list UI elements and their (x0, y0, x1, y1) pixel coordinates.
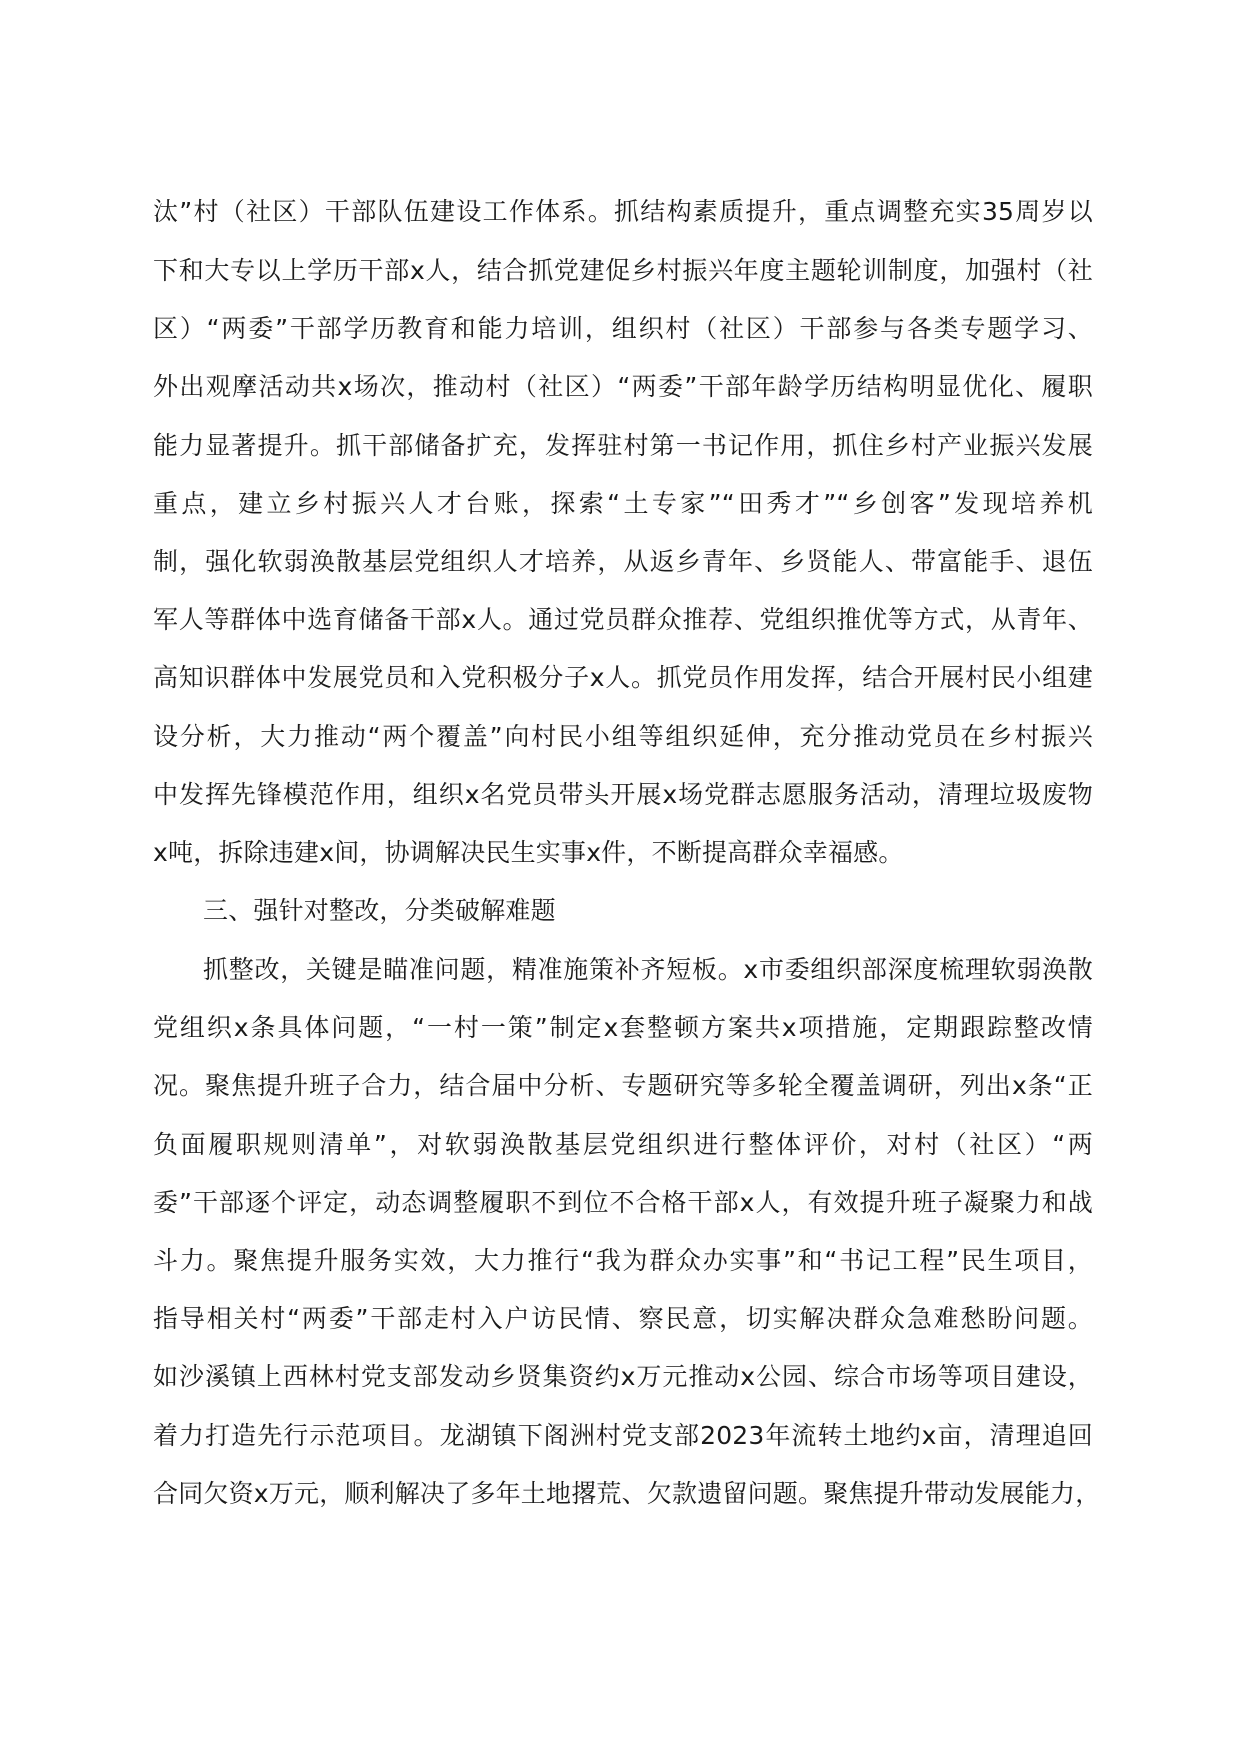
body-text-line: 如沙溪镇上西林村党支部发动乡贤集资约x万元推动x公园、综合市场等项目建设， (153, 1362, 1093, 1391)
body-text-line: 况。聚焦提升班子合力，结合届中分析、专题研究等多轮全覆盖调研，列出x条“正 (153, 1071, 1093, 1100)
body-text-line: 能力显著提升。抓干部储备扩充，发挥驻村第一书记作用，抓住乡村产业振兴发展 (153, 431, 1093, 460)
body-text-line: 负面履职规则清单”，对软弱涣散基层党组织进行整体评价，对村（社区）“两 (153, 1130, 1094, 1159)
body-text-line: 斗力。聚焦提升服务实效，大力推行“我为群众办实事”和“书记工程”民生项目， (153, 1246, 1093, 1275)
body-text-line: 制，强化软弱涣散基层党组织人才培养，从返乡青年、乡贤能人、带富能手、退伍 (153, 547, 1093, 576)
body-text-line: 着力打造先行示范项目。龙湖镇下阁洲村党支部2023年流转土地约x亩，清理追回 (153, 1421, 1093, 1450)
body-text-line: 汰”村（社区）干部队伍建设工作体系。抓结构素质提升，重点调整充实35周岁以 (153, 197, 1093, 226)
body-text-line: 重点，建立乡村振兴人才台账，探索“土专家”“田秀才”“乡创客”发现培养机 (153, 489, 1093, 518)
body-text-line: 指导相关村“两委”干部走村入户访民情、察民意，切实解决群众急难愁盼问题。 (153, 1304, 1093, 1333)
body-text-line: 军人等群体中选育储备干部x人。通过党员群众推荐、党组织推优等方式，从青年、 (153, 605, 1093, 634)
body-text-line: 下和大专以上学历干部x人，结合抓党建促乡村振兴年度主题轮训制度，加强村（社 (153, 256, 1093, 285)
body-text-line: 委”干部逐个评定，动态调整履职不到位不合格干部x人，有效提升班子凝聚力和战 (153, 1188, 1093, 1217)
body-text-line: 区）“两委”干部学历教育和能力培训，组织村（社区）干部参与各类专题学习、 (153, 314, 1093, 343)
section-heading: 三、强针对整改，分类破解难题 (203, 896, 556, 925)
body-text-line: 党组织x条具体问题，“一村一策”制定x套整顿方案共x项措施，定期跟踪整改情 (153, 1013, 1093, 1042)
body-text-line: 中发挥先锋模范作用，组织x名党员带头开展x场党群志愿服务活动，清理垃圾废物 (153, 780, 1093, 809)
body-text-line: 抓整改，关键是瞄准问题，精准施策补齐短板。x市委组织部深度梳理软弱涣散 (203, 955, 1093, 984)
body-text-line: x吨，拆除违建x间，协调解决民生实事x件，不断提高群众幸福感。 (153, 838, 904, 867)
body-text-line: 设分析，大力推动“两个覆盖”向村民小组等组织延伸，充分推动党员在乡村振兴 (153, 722, 1093, 751)
body-text-line: 合同欠资x万元，顺利解决了多年土地撂荒、欠款遗留问题。聚焦提升带动发展能力， (153, 1479, 1101, 1508)
body-text-line: 高知识群体中发展党员和入党积极分子x人。抓党员作用发挥，结合开展村民小组建 (153, 663, 1093, 692)
body-text-line: 外出观摩活动共x场次，推动村（社区）“两委”干部年龄学历结构明显优化、履职 (153, 372, 1093, 401)
